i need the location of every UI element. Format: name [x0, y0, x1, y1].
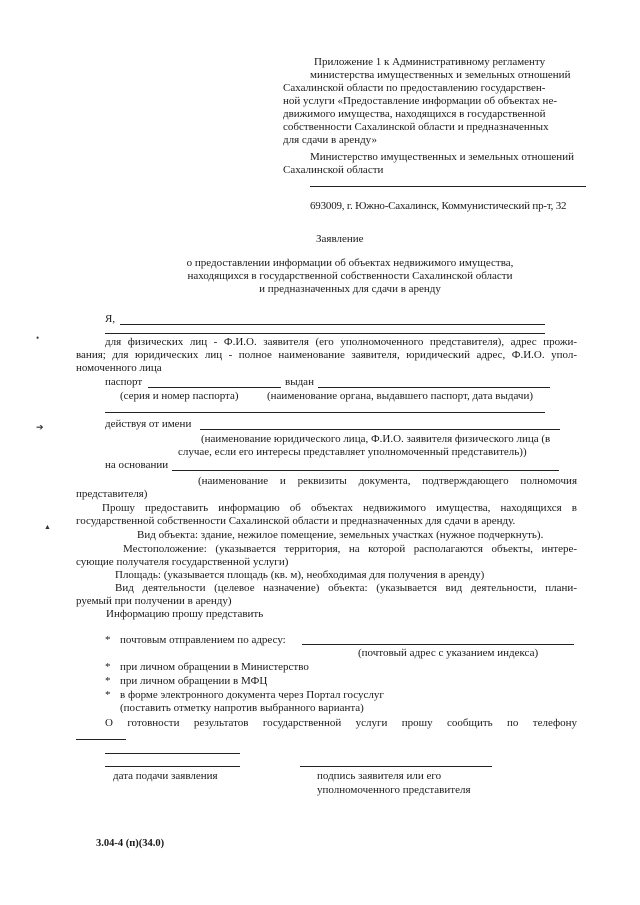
scan-dot-icon: ▲	[44, 523, 51, 531]
option-bullet: *	[105, 634, 111, 646]
appendix-line: ной услуги «Предоставление информации об объектах не-	[283, 95, 557, 107]
title-sub-line: о предоставлении информации об объектах недвижимого имущества,	[186, 257, 514, 269]
request-line: Прошу предоставить информацию об объектах недвижимого имущества, находящихся в	[102, 502, 577, 514]
passport-number-line[interactable]	[148, 387, 281, 388]
applicant-hint-line: вания; для юридических лиц - полное наименование заявителя, юридический адрес, Ф.И.О. упол-	[76, 349, 577, 361]
recipient-address: 693009, г. Южно-Сахалинск, Коммунистический пр-т, 32	[310, 200, 567, 212]
recipient-line: Министерство имущественных и земельных отношений	[310, 151, 574, 163]
readiness-line: О готовности результатов государственной услуги прошу сообщить по телефону	[105, 717, 577, 729]
recipient-line: Сахалинской области	[283, 164, 384, 176]
recipient-blank-line[interactable]	[310, 186, 586, 187]
appendix-line: для сдачи в аренду»	[283, 134, 377, 146]
activity-line: Вид деятельности (целевое назначение) объекта: (указывается вид деятельности, плани-	[115, 582, 577, 594]
title-sub-line: и предназначенных для сдачи в аренду	[259, 283, 441, 295]
applicant-hint-line: номоченного лица	[76, 362, 162, 374]
acting-hint-line: случае, если его интересы представляет уполномоченный представитель))	[178, 446, 527, 458]
ya-label: Я,	[105, 313, 116, 325]
option-label: при личном обращении в МФЦ	[120, 675, 268, 687]
appendix-line: движимого имущества, находящихся в государственной	[283, 108, 546, 120]
provide-label: Информацию прошу представить	[106, 608, 264, 620]
basis-label: на основании	[105, 459, 169, 471]
scan-dot-icon: •	[36, 333, 40, 343]
date-line[interactable]	[105, 766, 240, 767]
page-title: Заявление	[316, 233, 364, 245]
applicant-name-line[interactable]	[120, 324, 545, 325]
date-label: дата подачи заявления	[113, 770, 218, 782]
signature-line[interactable]	[300, 766, 492, 767]
date-line-top[interactable]	[105, 753, 240, 754]
option-label: при личном обращении в Министерство	[120, 661, 309, 673]
option-label: почтовым отправлением по адресу:	[120, 634, 286, 646]
appendix-line: Приложение 1 к Административному регламенту	[314, 56, 546, 68]
activity-line: руемый при получении в аренду)	[76, 595, 232, 607]
scan-arrow-icon: ➔	[36, 422, 44, 432]
applicant-hint-line: для физических лиц - Ф.И.О. заявителя (его уполномоченного представителя), адрес прожи-	[105, 336, 577, 348]
option-bullet: *	[105, 689, 111, 701]
passport-label: паспорт	[105, 376, 143, 388]
location-line: Местоположение: (указывается территория, на которой располагаются объекты, интере-	[123, 543, 577, 555]
appendix-line: собственности Сахалинской области и предназначенных	[283, 121, 549, 133]
phone-line[interactable]	[76, 739, 126, 740]
title-sub-line: находящихся в государственной собственности Сахалинской области	[187, 270, 513, 282]
basis-hint-line: (наименование и реквизиты документа, подтверждающего полномочия	[198, 475, 577, 487]
option-bullet: *	[105, 661, 111, 673]
form-code: 3.04-4 (п)(34.0)	[96, 838, 165, 849]
object-type-line: Вид объекта: здание, нежилое помещение, земельных участках (нужное подчеркнуть).	[137, 529, 544, 541]
signature-label-line: подпись заявителя или его	[317, 770, 442, 782]
option-label: в форме электронного документа через Портал госуслуг	[120, 689, 384, 701]
passport-extra-line[interactable]	[105, 412, 545, 413]
option-bullet: *	[105, 675, 111, 687]
area-line: Площадь: (указывается площадь (кв. м), необходимая для получения в аренду)	[115, 569, 485, 581]
postal-hint: (почтовый адрес с указанием индекса)	[358, 647, 539, 659]
basis-hint-line: представителя)	[76, 488, 148, 500]
location-line: сующие получателя государственной услуги)	[76, 556, 289, 568]
issued-label: выдан	[285, 376, 314, 388]
choice-hint: (поставить отметку напротив выбранного варианта)	[120, 702, 364, 714]
acting-on-behalf-line[interactable]	[200, 429, 560, 430]
signature-label-line: уполномоченного представителя	[317, 784, 471, 796]
issued-hint: (наименование органа, выдавшего паспорт, дата выдачи)	[267, 390, 533, 402]
passport-hint: (серия и номер паспорта)	[120, 390, 239, 402]
acting-label: действуя от имени	[105, 418, 192, 430]
appendix-line: министерства имущественных и земельных отношений	[310, 69, 571, 81]
passport-issued-line[interactable]	[318, 387, 550, 388]
postal-address-line[interactable]	[302, 644, 574, 645]
applicant-name-line-2[interactable]	[105, 333, 545, 334]
basis-line[interactable]	[172, 470, 559, 471]
request-line: государственной собственности Сахалинской области и предназначенных для сдачи в аренду.	[76, 515, 516, 527]
appendix-line: Сахалинской области по предоставлению государствен-	[283, 82, 546, 94]
acting-hint-line: (наименование юридического лица, Ф.И.О. заявителя физического лица (в	[201, 433, 551, 445]
